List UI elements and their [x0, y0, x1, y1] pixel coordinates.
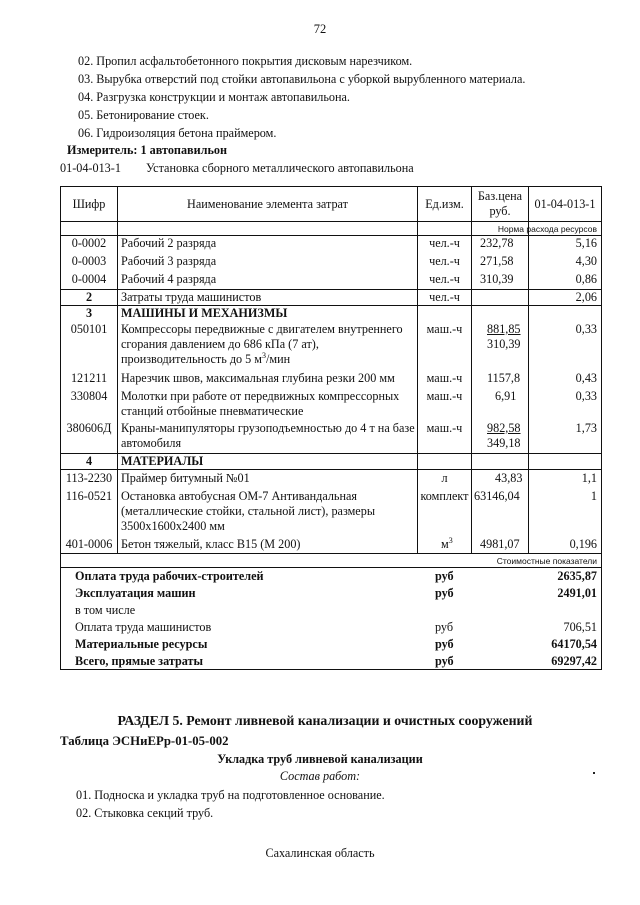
row-price: 6,91	[495, 389, 517, 403]
row-unit: маш.-ч	[426, 371, 463, 385]
item-code: 01-04-013-1	[60, 161, 121, 175]
row-code: 380606Д	[66, 421, 112, 435]
work-item: 03. Вырубка отверстий под стойки автопавильона с уборкой вырубленного материала.	[78, 72, 526, 86]
row-code: 113-2230	[65, 471, 113, 485]
total-value: 2491,01	[557, 586, 597, 600]
row-price: 43,83	[495, 471, 523, 485]
section-title: РАЗДЕЛ 5. Ремонт ливневой канализации и очистных сооружений	[117, 713, 533, 728]
row-name: Краны-манипуляторы грузоподъемностью до 4 т на базе автомобиля	[121, 421, 415, 450]
total-label: в том числе	[75, 603, 136, 617]
row-price: 1157,8	[487, 371, 521, 385]
row-unit: чел.-ч	[429, 272, 460, 286]
work-item: 02. Пропил асфальтобетонного покрытия дисковым нарезчиком.	[78, 54, 413, 68]
row-norm: 4,30	[575, 254, 597, 268]
row-unit: маш.-ч	[426, 389, 463, 403]
row-price: 310,39	[480, 272, 514, 286]
row-norm: 0,43	[575, 371, 597, 385]
row-code: 0-0004	[71, 272, 107, 286]
row-price: 881,85	[487, 322, 521, 336]
row-code: 116-0521	[65, 489, 113, 503]
total-label: Всего, прямые затраты	[75, 654, 204, 668]
cost-caption: Стоимостные показатели	[496, 556, 597, 566]
subtitle: Укладка труб ливневой канализации	[217, 752, 423, 766]
row-code: 050101	[70, 322, 108, 336]
total-unit: руб	[435, 637, 454, 651]
header-code: Шифр	[72, 197, 106, 211]
row-norm: 2,06	[575, 290, 597, 304]
row-price: 982,58	[487, 421, 521, 435]
total-unit: руб	[435, 654, 454, 668]
section-code: 4	[85, 454, 93, 468]
total-unit: руб	[435, 586, 454, 600]
footer-region: Сахалинская область	[265, 846, 375, 860]
total-label: Оплата труда машинистов	[75, 620, 212, 634]
row-name: Компрессоры передвижные с двигателем внутреннего сгорания давлением до 686 кПа (7 ат), производительность до 5 $м^3$/мин	[121, 322, 403, 366]
work-item: 06. Гидроизоляция бетона праймером.	[78, 126, 277, 140]
row-unit: л	[441, 471, 448, 485]
row-unit: чел.-ч	[429, 290, 460, 304]
section-name: МАТЕРИАЛЫ	[121, 454, 204, 468]
row-price-secondary: 349,18	[487, 436, 521, 450]
row-code: 401-0006	[65, 537, 113, 551]
row-price: 63146,04	[474, 489, 520, 503]
row-unit: чел.-ч	[429, 254, 460, 268]
resource-table	[60, 186, 602, 670]
row-name: Рабочий 2 разряда	[121, 236, 217, 250]
row-norm: 1	[590, 489, 597, 503]
row-name: Остановка автобусная ОМ-7 Антивандальная (металлические стойки, стальной лист), размеры 3500x1600x2400 мм	[121, 489, 376, 533]
row-unit: $м^3$	[441, 535, 453, 551]
row-unit: маш.-ч	[426, 421, 463, 435]
section-code: 3	[85, 306, 93, 320]
row-price: 271,58	[480, 254, 514, 268]
work-item: 04. Разгрузка конструкции и монтаж автопавильона.	[78, 90, 350, 104]
row-norm: 0,86	[575, 272, 597, 286]
section-name: МАШИНЫ И МЕХАНИЗМЫ	[121, 306, 288, 320]
row-code: 330804	[70, 389, 108, 403]
speck	[593, 772, 595, 774]
item-title: Установка сборного металлического автопавильона	[146, 161, 414, 175]
total-unit: руб	[435, 620, 454, 634]
row-price: 232,78	[480, 236, 514, 250]
row-unit: маш.-ч	[426, 322, 463, 336]
work-item: 05. Бетонирование стоек.	[78, 108, 209, 122]
row-unit: чел.-ч	[429, 236, 460, 250]
header-norm: 01-04-013-1	[534, 197, 596, 211]
header-unit: Ед.изм.	[425, 197, 464, 211]
header-name: Наименование элемента затрат	[187, 197, 348, 211]
work-item: 01. Подноска и укладка труб на подготовленное основание.	[76, 788, 385, 802]
table-id: Таблица ЭСНиЕРр-01-05-002	[60, 734, 229, 748]
row-norm: 1,73	[575, 421, 597, 435]
total-label: Оплата труда рабочих-строителей	[75, 569, 264, 583]
row-norm: 0,33	[575, 389, 597, 403]
row-norm: 1,1	[581, 471, 597, 485]
row-name: Праймер битумный №01	[121, 471, 250, 485]
row-price: 4981,07	[480, 537, 520, 551]
row-norm: 0,196	[569, 537, 597, 551]
total-value: 2635,87	[557, 569, 597, 583]
row-name: Нарезчик швов, максимальная глубина резки 200 мм	[121, 371, 395, 385]
page-number: 72	[313, 22, 327, 36]
norm-caption: Норма расхода ресурсов	[497, 224, 597, 234]
row-name: Бетон тяжелый, класс В15 (М 200)	[121, 537, 301, 551]
row-unit: комплект	[420, 489, 469, 503]
row-name: Молотки при работе от передвижных компрессорных станций отбойные пневматические	[121, 389, 400, 418]
total-value: 69297,42	[551, 654, 597, 668]
works-caption: Состав работ:	[279, 769, 361, 783]
row-name: Затраты труда машинистов	[121, 290, 262, 304]
row-norm: 0,33	[575, 322, 597, 336]
row-name: Рабочий 3 разряда	[121, 254, 217, 268]
total-label: Эксплуатация машин	[75, 586, 196, 600]
total-value: 64170,54	[551, 637, 597, 651]
row-code: 0-0003	[71, 254, 107, 268]
row-code: 2	[85, 290, 93, 304]
row-name: Рабочий 4 разряда	[121, 272, 217, 286]
total-unit: руб	[435, 569, 454, 583]
measurer: Измеритель: 1 автопавильон	[67, 143, 228, 157]
row-code: 0-0002	[71, 236, 107, 250]
row-code: 121211	[70, 371, 108, 385]
row-price-secondary: 310,39	[487, 337, 521, 351]
work-item: 02. Стыковка секций труб.	[76, 806, 214, 820]
total-value: 706,51	[563, 620, 597, 634]
row-norm: 5,16	[575, 236, 597, 250]
total-label: Материальные ресурсы	[75, 637, 208, 651]
header-price: Баз.цена руб.	[477, 189, 523, 218]
